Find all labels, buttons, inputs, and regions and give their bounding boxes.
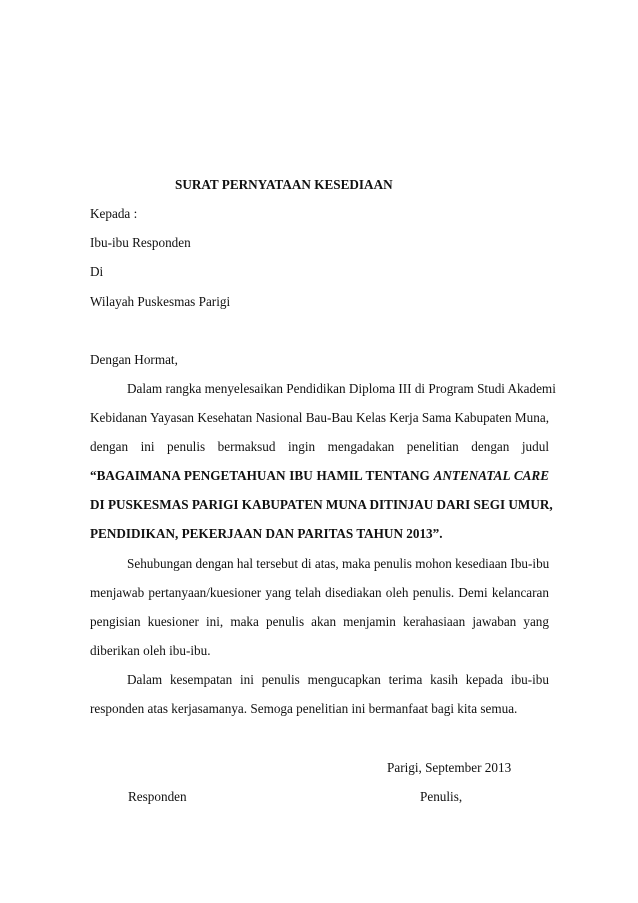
salutation: Dengan Hormat, — [90, 352, 178, 367]
research-title-part1: “BAGAIMANA PENGETAHUAN IBU HAMIL TENTANG — [90, 468, 430, 483]
paragraph1-line6: PENDIDIKAN, PEKERJAAN DAN PARITAS TAHUN 2013”. — [90, 526, 443, 541]
paragraph3-line1: Dalam kesempatan ini penulis mengucapkan terima kasih kepada ibu-ibu — [127, 672, 549, 687]
paragraph2-line3: pengisian kuesioner ini, maka penulis akan menjamin kerahasiaan jawaban yang — [90, 614, 549, 629]
signature-right-label: Penulis, — [420, 789, 463, 804]
paragraph3-line2: responden atas kerjasamanya. Semoga penelitian ini bermanfaat bagi kita semua. — [90, 701, 518, 716]
recipient-line: Ibu-ibu Responden — [90, 235, 191, 250]
paragraph2-line4: diberikan oleh ibu-ibu. — [90, 643, 211, 658]
paragraph1-line4 — [90, 468, 549, 484]
paragraph1-line3: dengan ini penulis bermaksud ingin mengadakan penelitian dengan judul — [90, 439, 549, 454]
research-title-italic: ANTENATAL CARE — [433, 468, 550, 483]
kepada-label: Kepada : — [90, 206, 138, 221]
paragraph1-line5: DI PUSKESMAS PARIGI KABUPATEN MUNA DITINJAU DARI SEGI UMUR, — [90, 497, 553, 512]
paragraph1-line1: Dalam rangka menyelesaikan Pendidikan Diploma III di Program Studi Akademi — [127, 381, 556, 396]
paragraph2-line1: Sehubungan dengan hal tersebut di atas, maka penulis mohon kesediaan Ibu-ibu — [127, 556, 550, 571]
signature-left-label: Responden — [128, 789, 187, 804]
recipient-location: Wilayah Puskesmas Parigi — [90, 294, 231, 309]
place-date: Parigi, September 2013 — [387, 760, 512, 775]
paragraph1-line2: Kebidanan Yayasan Kesehatan Nasional Bau-Bau Kelas Kerja Sama Kabupaten Muna, — [90, 410, 549, 425]
di-label: Di — [90, 264, 104, 279]
paragraph2-line2: menjawab pertanyaan/kuesioner yang telah disediakan oleh penulis. Demi kelancaran — [90, 585, 549, 600]
document-title: SURAT PERNYATAAN KESEDIAAN — [175, 177, 393, 192]
